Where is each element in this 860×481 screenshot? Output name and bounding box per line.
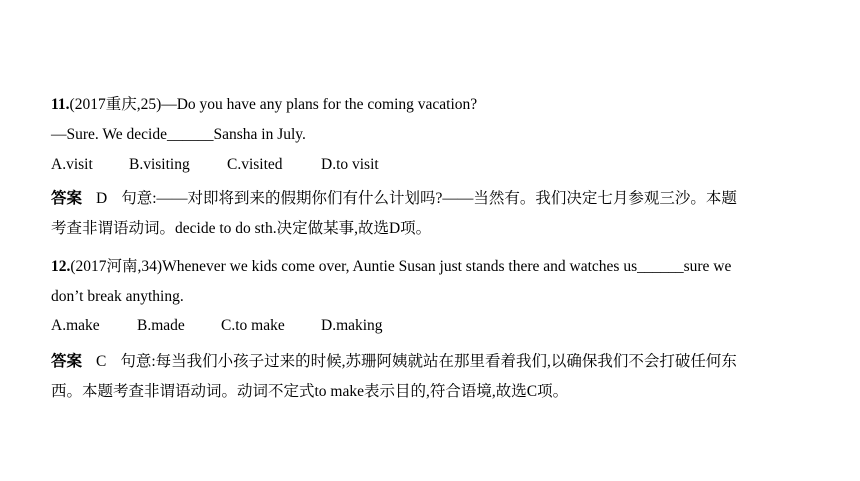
answer-label: 答案: [51, 190, 83, 207]
question-12-options: [51, 316, 820, 336]
option-d: D.making: [321, 317, 383, 334]
question-11-answer-line-2: [51, 219, 820, 239]
option-c: C.to make: [221, 317, 285, 334]
question-11-options: [51, 155, 820, 175]
question-11-stem-line-2: [51, 125, 820, 145]
question-number: 11.: [51, 96, 70, 113]
question-number: 12.: [51, 258, 71, 275]
question-stem-text: —Do you have any plans for the coming vacation?: [161, 96, 478, 113]
option-b: B.visiting: [129, 156, 190, 173]
answer-label: 答案: [51, 353, 83, 370]
option-d: D.to visit: [321, 156, 379, 173]
question-11-stem-line-1: [51, 95, 820, 115]
answer-explanation: 考查非谓语动词。decide to do sth.决定做某事,故选D项。: [51, 220, 432, 237]
question-source: (2017重庆,25): [69, 96, 162, 113]
question-11-answer-line-1: [51, 189, 820, 209]
question-12-answer-line-2: [51, 382, 820, 402]
option-a: A.visit: [51, 156, 93, 173]
option-b: B.made: [137, 317, 185, 334]
question-source: (2017河南,34): [70, 258, 163, 275]
answer-explanation: 西。本题考查非谓语动词。动词不定式to make表示目的,符合语境,故选C项。: [51, 383, 569, 400]
option-c: C.visited: [227, 156, 283, 173]
question-12-stem-line-1: [51, 257, 820, 277]
question-stem-text: Whenever we kids come over, Auntie Susan just stands there and watches us______sure we: [162, 258, 732, 275]
question-12-answer-line-1: [51, 352, 820, 372]
option-a: A.make: [51, 317, 100, 334]
question-stem-text: —Sure. We decide______Sansha in July.: [51, 126, 306, 143]
question-stem-text: don’t break anything.: [51, 288, 184, 305]
answer-key: C: [96, 353, 107, 370]
answer-key: D: [96, 190, 108, 207]
answer-explanation: 句意:——对即将到来的假期你们有什么计划吗?——当然有。我们决定七月参观三沙。本题: [121, 190, 737, 207]
question-12-stem-line-2: [51, 287, 820, 307]
answer-explanation: 句意:每当我们小孩子过来的时候,苏珊阿姨就站在那里看着我们,以确保我们不会打破任何东: [120, 353, 737, 370]
